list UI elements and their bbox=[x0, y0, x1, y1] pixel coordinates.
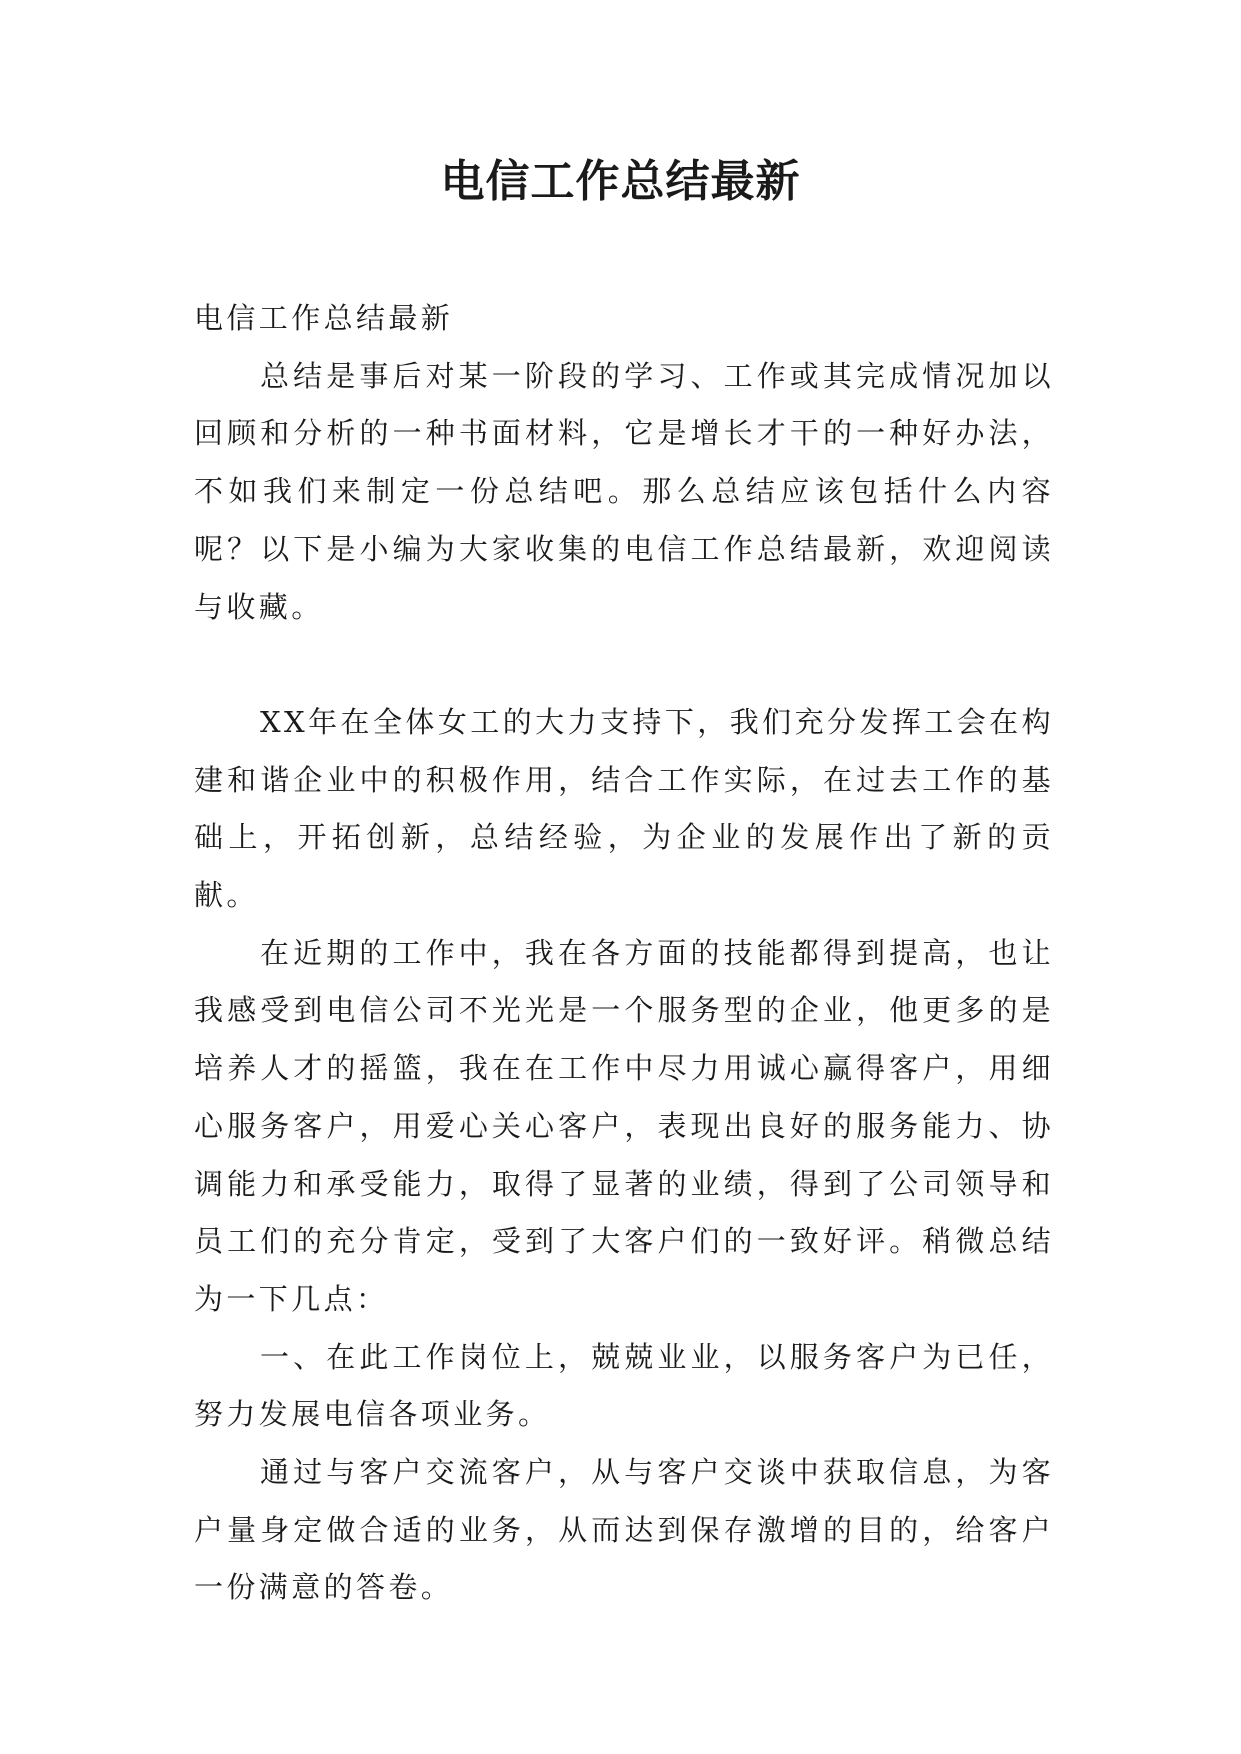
section-heading-paragraph: 一、在此工作岗位上，兢兢业业，以服务客户为已任，努力发展电信各项业务。 bbox=[194, 1339, 1054, 1432]
body-paragraph: 通过与客户交流客户，从与客户交谈中获取信息，为客户量身定做合适的业务，从而达到保存激增的目的，给客户一份满意的答卷。 bbox=[194, 1455, 1054, 1605]
body-paragraph: 在近期的工作中，我在各方面的技能都得到提高，也让我感受到电信公司不光光是一个服务型的企业，他更多的是培养人才的摇篮，我在在工作中尽力用诚心赢得客户，用细心服务客户，用爱心关心客户，表现出良好的服务能力、协调能力和承受能力，取得了显著的业绩，得到了公司领导和员工们的充分肯定，受到了大客户们的一致好评。稍微总结为一下几点： bbox=[194, 935, 1054, 1316]
document-body bbox=[194, 290, 1054, 1617]
intro-paragraph: 总结是事后对某一阶段的学习、工作或其完成情况加以回顾和分析的一种书面材料，它是增长才干的一种好办法，不如我们来制定一份总结吧。那么总结应该包括什么内容呢？以下是小编为大家收集的电信工作总结最新，欢迎阅读与收藏。 bbox=[194, 358, 1054, 624]
paragraph-gap bbox=[194, 636, 1054, 694]
document-title: 电信工作总结最新 bbox=[440, 156, 801, 207]
document-subtitle: 电信工作总结最新 bbox=[194, 301, 454, 335]
body-paragraph: XX年在全体女工的大力支持下，我们充分发挥工会在构建和谐企业中的积极作用，结合工作实际，在过去工作的基础上，开拓创新，总结经验，为企业的发展作出了新的贡献。 bbox=[194, 704, 1054, 913]
